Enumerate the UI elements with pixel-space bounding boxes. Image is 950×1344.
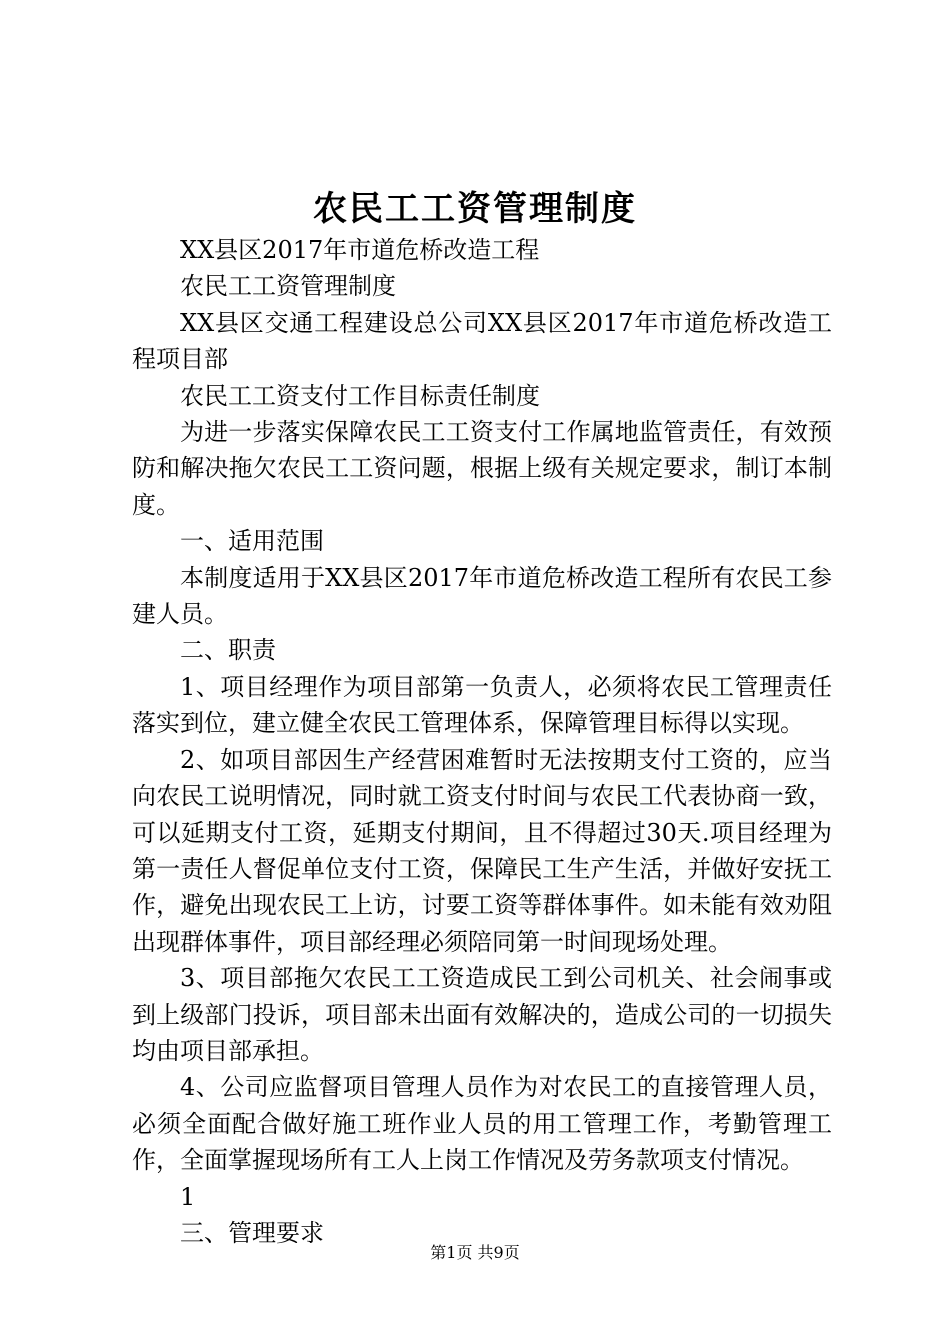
paragraph-system-name: 农民工工资支付工作目标责任制度: [180, 381, 540, 410]
page-footer: 第1页 共9页: [430, 1243, 520, 1262]
section-heading-duties: 二、职责: [180, 636, 276, 665]
paragraph-subtitle: 农民工工资管理制度: [180, 272, 396, 301]
section-heading-scope: 一、适用范围: [180, 527, 324, 556]
paragraph-project-name: XX县区2017年市道危桥改造工程: [180, 236, 540, 264]
inline-page-marker: 1: [180, 1182, 196, 1211]
paragraph-company: XX县区交通工程建设总公司XX县区2017年市道危桥改造工程项目部: [132, 308, 832, 374]
paragraph-scope: 本制度适用于XX县区2017年市道危桥改造工程所有农民工参建人员。: [132, 563, 832, 629]
paragraph-duty-3: 3、项目部拖欠农民工工资造成民工到公司机关、社会闹事或到上级部门投诉，项目部未出面有效解决的，造成公司的一切损失均由项目部承担。: [132, 964, 832, 1065]
paragraph-duty-2: 2、如项目部因生产经营困难暂时无法按期支付工资的，应当向农民工说明情况，同时就工资支付时间与农民工代表协商一致，可以延期支付工资，延期支付期间，且不得超过30天.项目经理为第一责任人督促单位支付工资，保障民工生产生活，并做好安抚工作，避免出现农民工上访，讨要工资等群体事件。如未能有效劝阻出现群体事件，项目部经理必须陪同第一时间现场处理。: [132, 745, 832, 956]
paragraph-duty-1: 1、项目经理作为项目部第一负责人，必须将农民工管理责任落实到位，建立健全农民工管理体系，保障管理目标得以实现。: [132, 672, 832, 738]
document-title: 农民工工资管理制度: [313, 189, 637, 229]
document-body: [132, 232, 832, 1251]
paragraph-purpose: 为进一步落实保障农民工工资支付工作属地监管责任，有效预防和解决拖欠农民工工资问题，根据上级有关规定要求，制订本制度。: [132, 418, 832, 519]
paragraph-duty-4: 4、公司应监督项目管理人员作为对农民工的直接管理人员，必须全面配合做好施工班作业人员的用工管理工作，考勤管理工作，全面掌握现场所有工人上岗工作情况及劳务款项支付情况。: [132, 1073, 832, 1175]
section-heading-requirements: 三、管理要求: [180, 1218, 324, 1247]
